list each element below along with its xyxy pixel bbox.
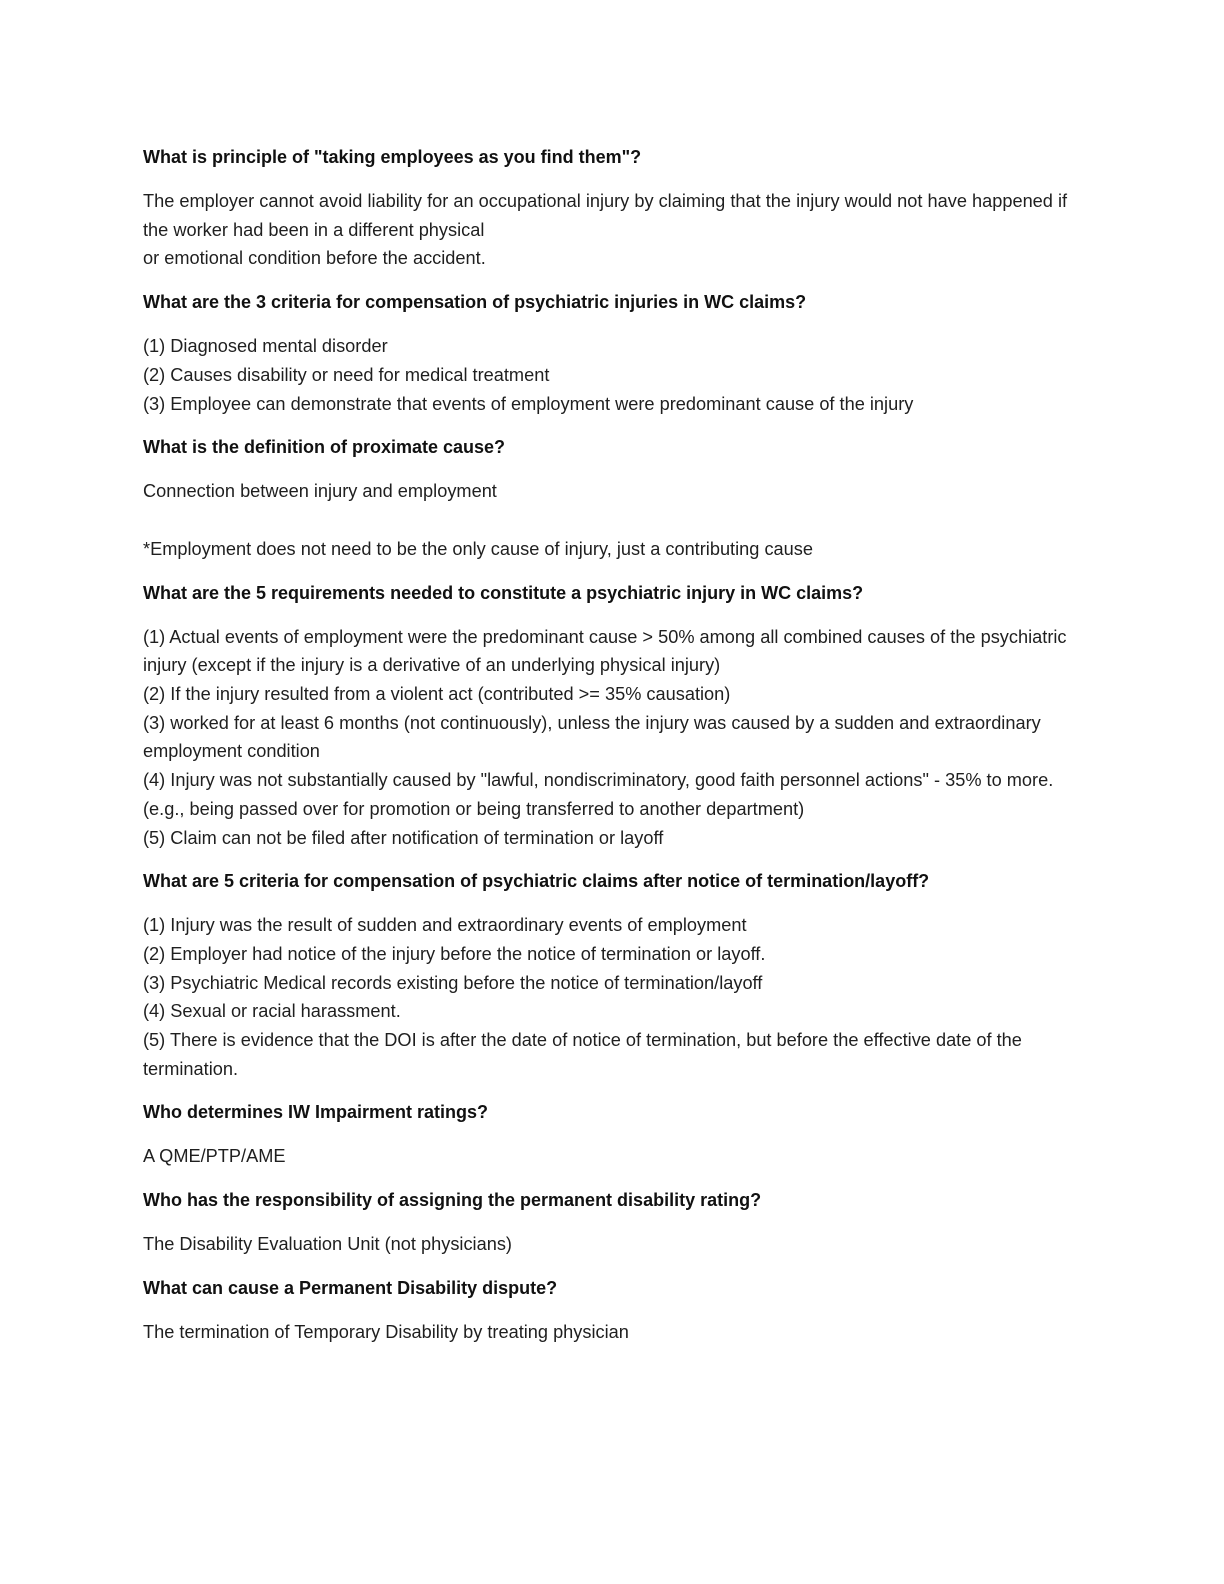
- answer-line: The Disability Evaluation Unit (not physicians): [143, 1234, 512, 1255]
- answer-line: (2) Causes disability or need for medical treatment: [143, 364, 550, 385]
- question-heading: Who determines IW Impairment ratings?: [143, 1102, 489, 1123]
- answer-line: (1) Injury was the result of sudden and extraordinary events of employment: [143, 915, 747, 936]
- answer-line: (4) Injury was not substantially caused by "lawful, nondiscriminatory, good faith personnel actions" - 35% to more.: [143, 770, 1054, 791]
- answer-line: (5) Claim can not be filed after notification of termination or layoff: [143, 827, 664, 848]
- answer-line: The termination of Temporary Disability by treating physician: [143, 1321, 629, 1342]
- question-heading: What are the 3 criteria for compensation of psychiatric injuries in WC claims?: [143, 292, 807, 313]
- question-heading: What is the definition of proximate cause?: [143, 437, 506, 458]
- answer-block: [143, 1230, 1083, 1259]
- answer-block: [143, 1142, 1083, 1171]
- answer-line: (2) If the injury resulted from a violent act (contributed >= 35% causation): [143, 684, 731, 705]
- answer-line: (3) Employee can demonstrate that events of employment were predominant cause of the injury: [143, 393, 914, 414]
- answer-block: [143, 623, 1083, 853]
- answer-line: (3) worked for at least 6 months (not continuously), unless the injury was caused by a sudden and extraordinary employment condition: [143, 712, 1041, 762]
- answer-block: [143, 332, 1083, 418]
- answer-line: (3) Psychiatric Medical records existing before the notice of termination/layoff: [143, 972, 763, 993]
- question-heading: What can cause a Permanent Disability dispute?: [143, 1277, 558, 1298]
- answer-line: (1) Diagnosed mental disorder: [143, 336, 388, 357]
- question-heading: What are the 5 requirements needed to constitute a psychiatric injury in WC claims?: [143, 582, 864, 603]
- question-heading: What is principle of "taking employees as you find them"?: [143, 147, 642, 167]
- question-heading: What are 5 criteria for compensation of psychiatric claims after notice of termination/layoff?: [143, 871, 930, 892]
- qa-content: [143, 143, 1083, 1362]
- answer-line: (e.g., being passed over for promotion or being transferred to another department): [143, 798, 805, 819]
- answer-line: The employer cannot avoid liability for an occupational injury by claiming that the injury would not have happened if the worker had been in a different physical: [143, 191, 1068, 240]
- blank-line: [143, 506, 1083, 535]
- answer-line: A QME/PTP/AME: [143, 1146, 286, 1167]
- answer-block: [143, 1318, 1083, 1347]
- answer-line: (5) There is evidence that the DOI is after the date of notice of termination, but before the effective date of the termination.: [143, 1030, 1022, 1079]
- answer-line: (1) Actual events of employment were the predominant cause > 50% among all combined causes of the psychiatric injury (except if the injury is a derivative of an underlying physical injury): [143, 626, 1067, 676]
- question-heading: Who has the responsibility of assigning the permanent disability rating?: [143, 1190, 762, 1211]
- answer-line: or emotional condition before the accident.: [143, 248, 486, 269]
- answer-block: [143, 911, 1083, 1083]
- answer-line: *Employment does not need to be the only cause of injury, just a contributing cause: [143, 538, 813, 559]
- answer-line: (2) Employer had notice of the injury before the notice of termination or layoff.: [143, 943, 766, 964]
- answer-block: [143, 187, 1083, 273]
- answer-line: Connection between injury and employment: [143, 481, 497, 502]
- answer-line: (4) Sexual or racial harassment.: [143, 1001, 401, 1022]
- answer-block: [143, 477, 1083, 563]
